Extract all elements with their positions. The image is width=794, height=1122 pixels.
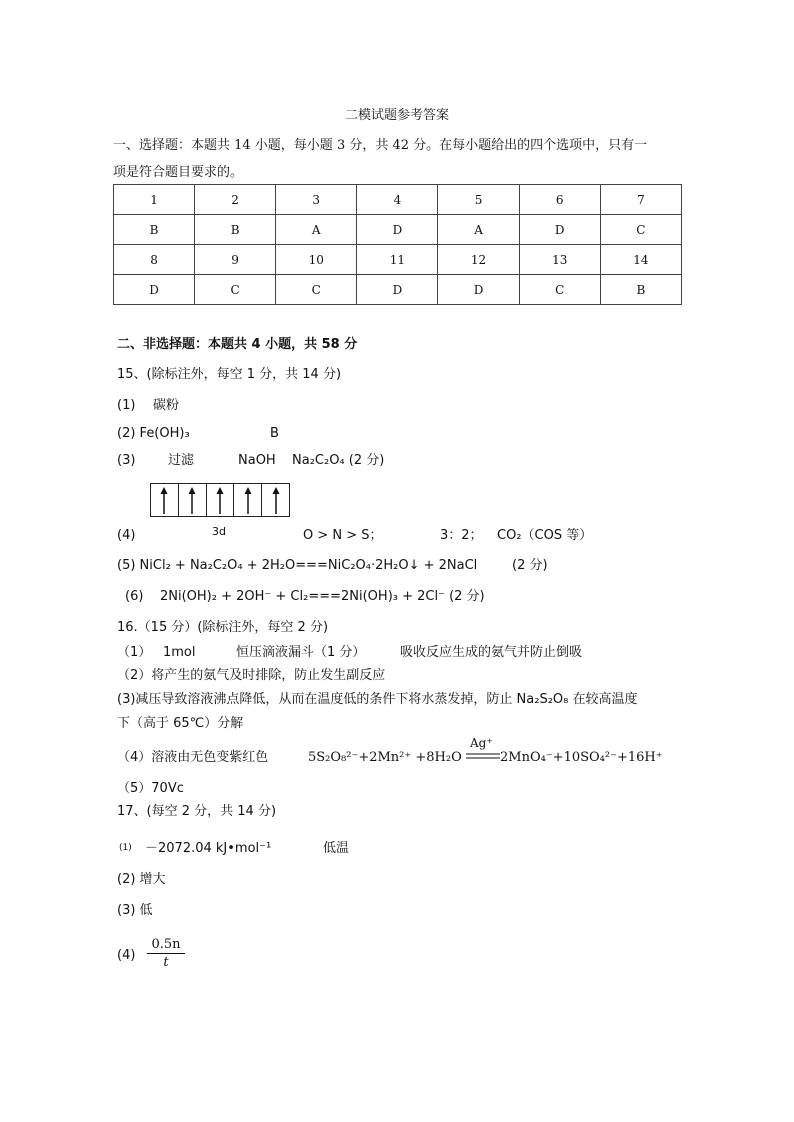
table-cell: 3 <box>276 185 357 215</box>
orbital-box <box>179 484 207 516</box>
q15-a4-b: 3：2； <box>440 528 483 543</box>
table-cell: 7 <box>600 185 681 215</box>
orbital-diagram <box>150 483 290 517</box>
orbital-label: 3d <box>212 525 226 538</box>
equals-sign-icon <box>466 752 500 760</box>
table-cell: B <box>114 215 195 245</box>
table-cell: 1 <box>114 185 195 215</box>
table-cell: 5 <box>438 185 519 215</box>
q15-a5-score: (2 分) <box>512 558 548 573</box>
up-arrow-icon <box>187 487 197 515</box>
q15-a6: 2Ni(OH)₂ + 2OH⁻ + Cl₂===2Ni(OH)₃ + 2Cl⁻ (2 分) <box>160 589 485 604</box>
table-cell: 11 <box>357 245 438 275</box>
up-arrow-icon <box>215 487 225 515</box>
q16-a5: （5）70Vc <box>117 781 184 796</box>
q17-a1-b: 低温 <box>323 841 350 856</box>
answer-table <box>113 184 682 305</box>
table-cell: C <box>519 275 600 305</box>
q17-a1-a: －2072.04 kJ•mol⁻¹ <box>145 841 272 856</box>
q15-a4-label: (4) <box>117 528 136 543</box>
section1-line2: 项是符合题目要求的。 <box>113 165 244 180</box>
q15-a3-b: NaOH <box>238 453 276 468</box>
orbital-box <box>262 484 289 516</box>
table-row <box>114 245 682 275</box>
q16-a3-line1: (3)减压导致溶液沸点降低，从而在温度低的条件下将水蒸发掉，防止 Na₂S₂O₈ 在较高温度 <box>117 692 638 707</box>
q16-a3-line2: 下（高于 65℃）分解 <box>117 716 244 731</box>
table-cell: C <box>600 215 681 245</box>
q16-header: 16.（15 分）(除标注外，每空 2 分) <box>117 620 329 635</box>
q15-a2-label: (2) Fe(OH)₃ <box>117 426 190 441</box>
q16-a1-c: 吸收反应生成的氨气并防止倒吸 <box>400 645 583 660</box>
q15-a1: 碳粉 <box>153 398 180 413</box>
section1-line1: 一、选择题：本题共 14 小题，每小题 3 分，共 42 分。在每小题给出的四个选项中，只有一 <box>113 138 648 153</box>
q16-a4-label: （4）溶液由无色变紫红色 <box>117 750 269 765</box>
table-cell: 4 <box>357 185 438 215</box>
table-cell: A <box>276 215 357 245</box>
table-cell: 2 <box>195 185 276 215</box>
q17-a2: (2) 增大 <box>117 872 166 887</box>
table-cell: D <box>519 215 600 245</box>
table-cell: C <box>195 275 276 305</box>
q17-a1-label: (1) <box>119 843 132 853</box>
q17-a4-label: (4) <box>117 948 136 963</box>
table-cell: 14 <box>600 245 681 275</box>
q16-a4-eq-left: 5S₂O₈²⁻+2Mn²⁺ +8H₂O <box>308 750 462 765</box>
q15-a3-c: Na₂C₂O₄ (2 分) <box>292 453 385 468</box>
q15-a1-label: (1) <box>117 398 136 413</box>
orbital-box <box>151 484 179 516</box>
q15-a3-label: (3) <box>117 453 136 468</box>
section2-heading: 二、非选择题：本题共 4 小题，共 58 分 <box>117 337 358 352</box>
table-row <box>114 275 682 305</box>
up-arrow-icon <box>271 487 281 515</box>
fraction-numerator: 0.5n <box>147 937 185 954</box>
orbital-box <box>207 484 235 516</box>
q15-a4-c: CO₂（COS 等） <box>497 528 593 543</box>
table-cell: B <box>195 215 276 245</box>
q16-a1-label: （1） <box>117 645 152 660</box>
q17-a3: (3) 低 <box>117 903 153 918</box>
q15-a2: B <box>270 426 279 441</box>
table-cell: D <box>357 275 438 305</box>
table-cell: D <box>114 275 195 305</box>
table-cell: B <box>600 275 681 305</box>
q15-a6-label: (6) <box>125 589 144 604</box>
q15-header: 15、(除标注外，每空 1 分，共 14 分) <box>117 367 342 382</box>
q17-header: 17、(每空 2 分，共 14 分) <box>117 804 277 819</box>
up-arrow-icon <box>243 487 253 515</box>
q15-a3-a: 过滤 <box>168 453 195 468</box>
table-cell: 10 <box>276 245 357 275</box>
q16-a4-catalyst: Ag⁺ <box>470 736 493 750</box>
table-row <box>114 185 682 215</box>
fraction <box>147 937 185 970</box>
table-cell: 6 <box>519 185 600 215</box>
page-title: 二模试题参考答案 <box>344 108 449 123</box>
table-cell: 12 <box>438 245 519 275</box>
table-cell: C <box>276 275 357 305</box>
table-cell: D <box>438 275 519 305</box>
q15-a4-a: O > N > S； <box>303 528 383 543</box>
table-row <box>114 215 682 245</box>
q16-a2: （2）将产生的氨气及时排除，防止发生副反应 <box>117 668 386 683</box>
q16-a1-b: 恒压滴液漏斗（1 分） <box>236 645 366 660</box>
table-cell: 13 <box>519 245 600 275</box>
up-arrow-icon <box>159 487 169 515</box>
table-cell: 9 <box>195 245 276 275</box>
orbital-box <box>234 484 262 516</box>
q16-a4-eq-right: 2MnO₄⁻+10SO₄²⁻+16H⁺ <box>500 750 663 765</box>
table-cell: 8 <box>114 245 195 275</box>
q15-a5: (5) NiCl₂ + Na₂C₂O₄ + 2H₂O===NiC₂O₄·2H₂O↓ + 2NaCl <box>117 558 478 573</box>
fraction-denominator: t <box>163 955 169 970</box>
table-cell: D <box>357 215 438 245</box>
table-cell: A <box>438 215 519 245</box>
q16-a1-a: 1mol <box>163 645 196 660</box>
